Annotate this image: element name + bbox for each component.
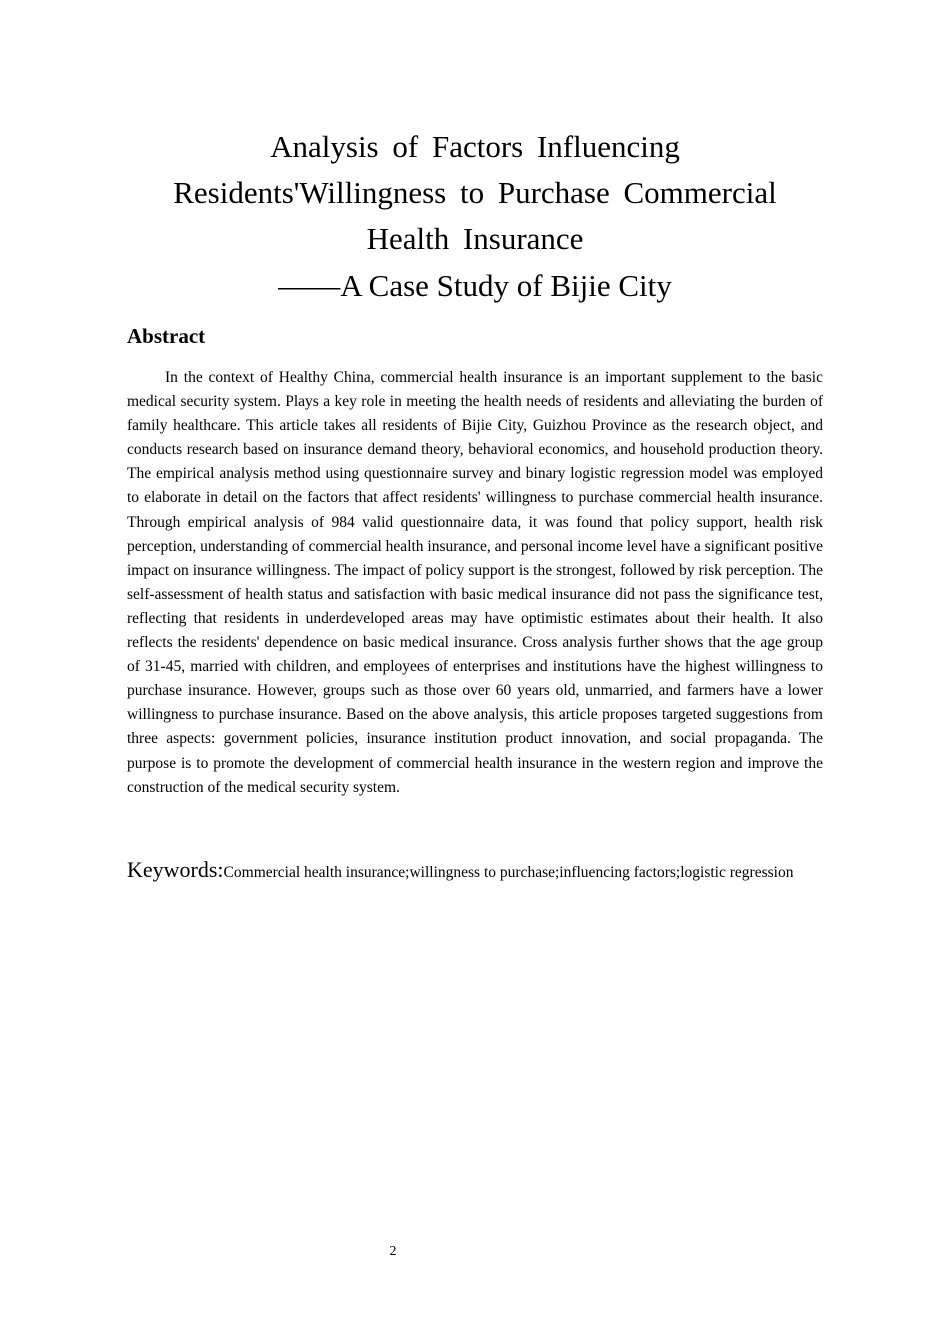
abstract-body: In the context of Healthy China, commercial health insurance is an important supplement to the basic medical security system. Plays a key role in meeting the health needs of residents and alleviating the burden of family healthcare. This article takes all residents of Bijie City, Guizhou Province as the research object, and conducts research based on insurance demand theory, behavioral economics, and household production theory. The empirical analysis method using questionnaire survey and binary logistic regression model was employed to elaborate in detail on the factors that affect residents' willingness to purchase commercial health insurance. Through empirical analysis of 984 valid questionnaire data, it was found that policy support, health risk perception, understanding of commercial health insurance, and personal income level have a significant positive impact on insurance willingness. The impact of policy support is the strongest, followed by risk perception. The self-assessment of health status and satisfaction with basic medical insurance did not pass the significance test, reflecting that residents in underdeveloped areas may have optimistic estimates about their health. It also reflects the residents' dependence on basic medical insurance. Cross analysis further shows that the age group of 31-45, married with children, and employees of enterprises and institutions have the highest willingness to purchase insurance. However, groups such as those over 60 years old, unmarried, and farmers have a lower willingness to purchase insurance. Based on the above analysis, this article proposes targeted suggestions from three aspects: government policies, insurance institution product innovation, and social propaganda. The purpose is to promote the development of commercial health insurance in the western region and improve the construction of the medical security system. — [127, 369, 823, 796]
keywords-section — [127, 857, 823, 885]
page-number: 2 — [389, 1244, 397, 1259]
paper-title — [127, 124, 823, 309]
title-line-3: Health Insurance — [366, 221, 584, 256]
keywords-label: Keywords: — [127, 857, 224, 882]
title-line-1: Analysis of Factors Influencing — [270, 129, 680, 164]
abstract-heading: Abstract — [127, 324, 206, 348]
keywords-text: Commercial health insurance;willingness to purchase;influencing factors;logistic regression — [223, 864, 794, 881]
paper-subtitle: ——A Case Study of Bijie City — [278, 268, 672, 303]
title-line-2: Residents'Willingness to Purchase Commercial — [173, 175, 777, 210]
